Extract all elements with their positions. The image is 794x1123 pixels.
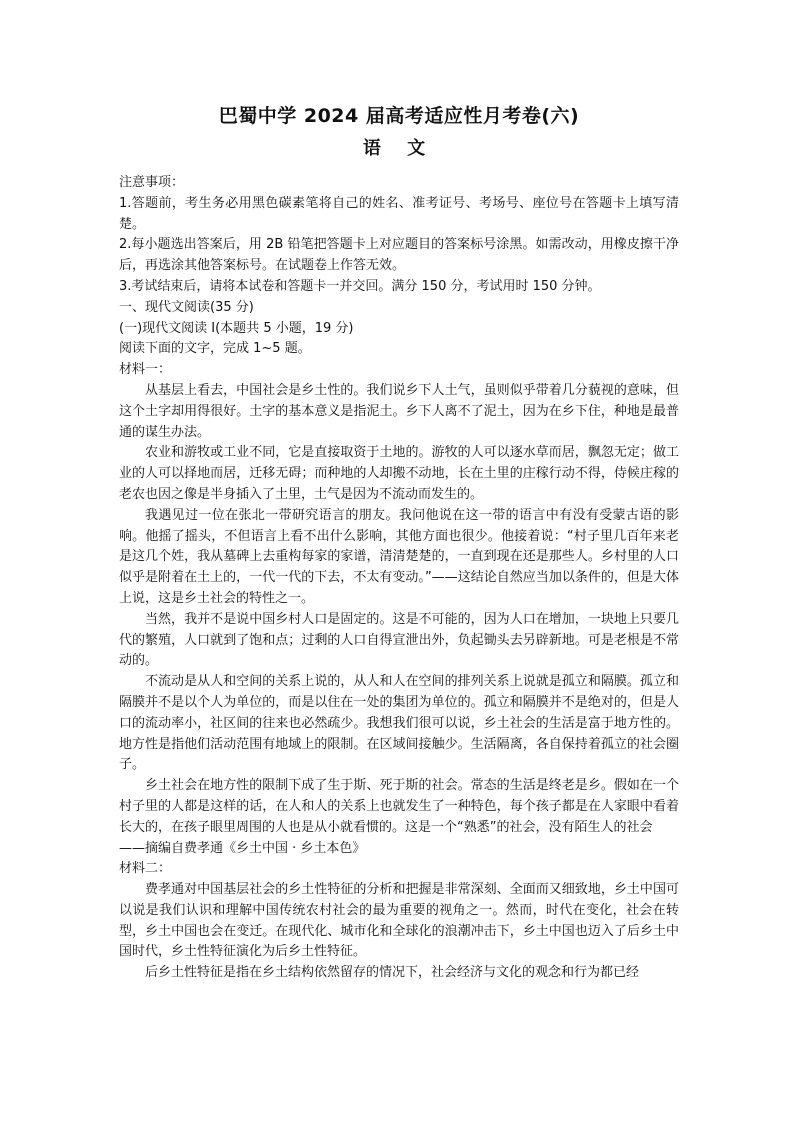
material1-paragraph-1: 从基层上看去，中国社会是乡土性的。我们说乡下人土气，虽则似乎带着几分藐视的意味，但这个土字却用得很好。土字的基本意义是指泥土。乡下人离不了泥土，因为在乡下住，种地是最普通的谋生办法。 [119, 382, 679, 440]
section-instruction: 阅读下面的文字，完成 1~5 题。 [119, 341, 311, 357]
material1-paragraph-3: 我遇见过一位在张北一带研究语言的朋友。我问他说在这一带的语言中有没有受蒙古语的影响。他摇了摇头，不但语言上看不出什么影响，其他方面也很少。他接着说：“村子里几百年来老是这几个姓，我从墓碑上去重构每家的家谱，清清楚楚的，一直到现在还是那些人。乡村里的人口似乎是附着在土上的，一代一代的下去，不太有变动。”——这结论自然应当加以条件的，但是大体上说，这是乡土社会的特性之一。 [119, 507, 679, 606]
notice-item-1: 1.答题前，考生务必用黑色碳素笔将自己的姓名、准考证号、考场号、座位号在答题卡上填写清楚。 [119, 195, 679, 232]
section-subheading: (一)现代文阅读 I(本题共 5 小题，19 分) [119, 320, 354, 336]
material1-paragraph-5: 不流动是从人和空间的关系上说的，从人和人在空间的排列关系上说就是孤立和隔膜。孤立和隔膜并不是以个人为单位的，而是以住在一处的集团为单位的。孤立和隔膜并不是绝对的，但是人口的流动率小，社区间的往来也必然疏少。我想我们很可以说，乡土社会的生活是富于地方性的。地方性是指他们活动范围有地域上的限制。在区域间接触少。生活隔离，各自保持着孤立的社会圈子。 [119, 674, 679, 773]
material2-label: 材料二： [119, 861, 172, 877]
notice-item-3: 3.考试结束后，请将本试卷和答题卡一并交回。满分 150 分，考试用时 150 分钟。 [119, 278, 601, 294]
section-heading: 一、现代文阅读(35 分) [119, 299, 254, 315]
material1-source: ——摘编自费孝通《乡土中国 · 乡土本色》 [119, 840, 366, 856]
notice-heading: 注意事项： [119, 175, 185, 190]
material2-paragraph-2: 后乡土性特征是指在乡土结构依然留存的情况下，社会经济与文化的观念和行为都已经 [145, 965, 640, 981]
material1-paragraph-6: 乡土社会在地方性的限制下成了生于斯、死于斯的社会。常态的生活是终老是乡。假如在一个村子里的人都是这样的话，在人和人的关系上也就发生了一种特色，每个孩子都是在人家眼中看着长大的，在孩子眼里周围的人也是从小就看惯的。这是一个“熟悉”的社会，没有陌生人的社会 [119, 778, 679, 835]
subject-title: 语 文 [362, 138, 436, 159]
notice-item-2: 2.每小题选出答案后，用 2B 铅笔把答题卡上对应题目的答案标号涂黑。如需改动，用橡皮擦干净后，再选涂其他答案标号。在试题卷上作答无效。 [119, 237, 679, 274]
material1-paragraph-2: 农业和游牧或工业不同，它是直接取资于土地的。游牧的人可以逐水草而居，飘忽无定；做工业的人可以择地而居，迁移无碍；而种地的人却搬不动地，长在土里的庄稼行动不得，侍候庄稼的老农也因之像是半身插入了土里，土气是因为不流动而发生的。 [119, 445, 679, 502]
material1-label: 材料一： [119, 362, 172, 378]
material2-paragraph-1: 费孝通对中国基层社会的乡土性特征的分析和把握是非常深刻、全面而又细致地，乡土中国可以说是我们认识和理解中国传统农村社会的最为重要的视角之一。然而，时代在变化，社会在转型，乡土中国也会在变迁。在现代化、城市化和全球化的浪潮冲击下，乡土中国也迈入了后乡土中国时代，乡土性特征演化为后乡土性特征。 [119, 882, 679, 960]
material1-paragraph-4: 当然，我并不是说中国乡村人口是固定的。这是不可能的，因为人口在增加，一块地上只要几代的繁殖，人口就到了饱和点；过剩的人口自得宣泄出外，负起锄头去另辟新地。可是老根是不常动的。 [119, 611, 679, 669]
exam-title: 巴蜀中学 2024 届高考适应性月考卷(六) [218, 105, 580, 127]
page-content [119, 103, 679, 984]
